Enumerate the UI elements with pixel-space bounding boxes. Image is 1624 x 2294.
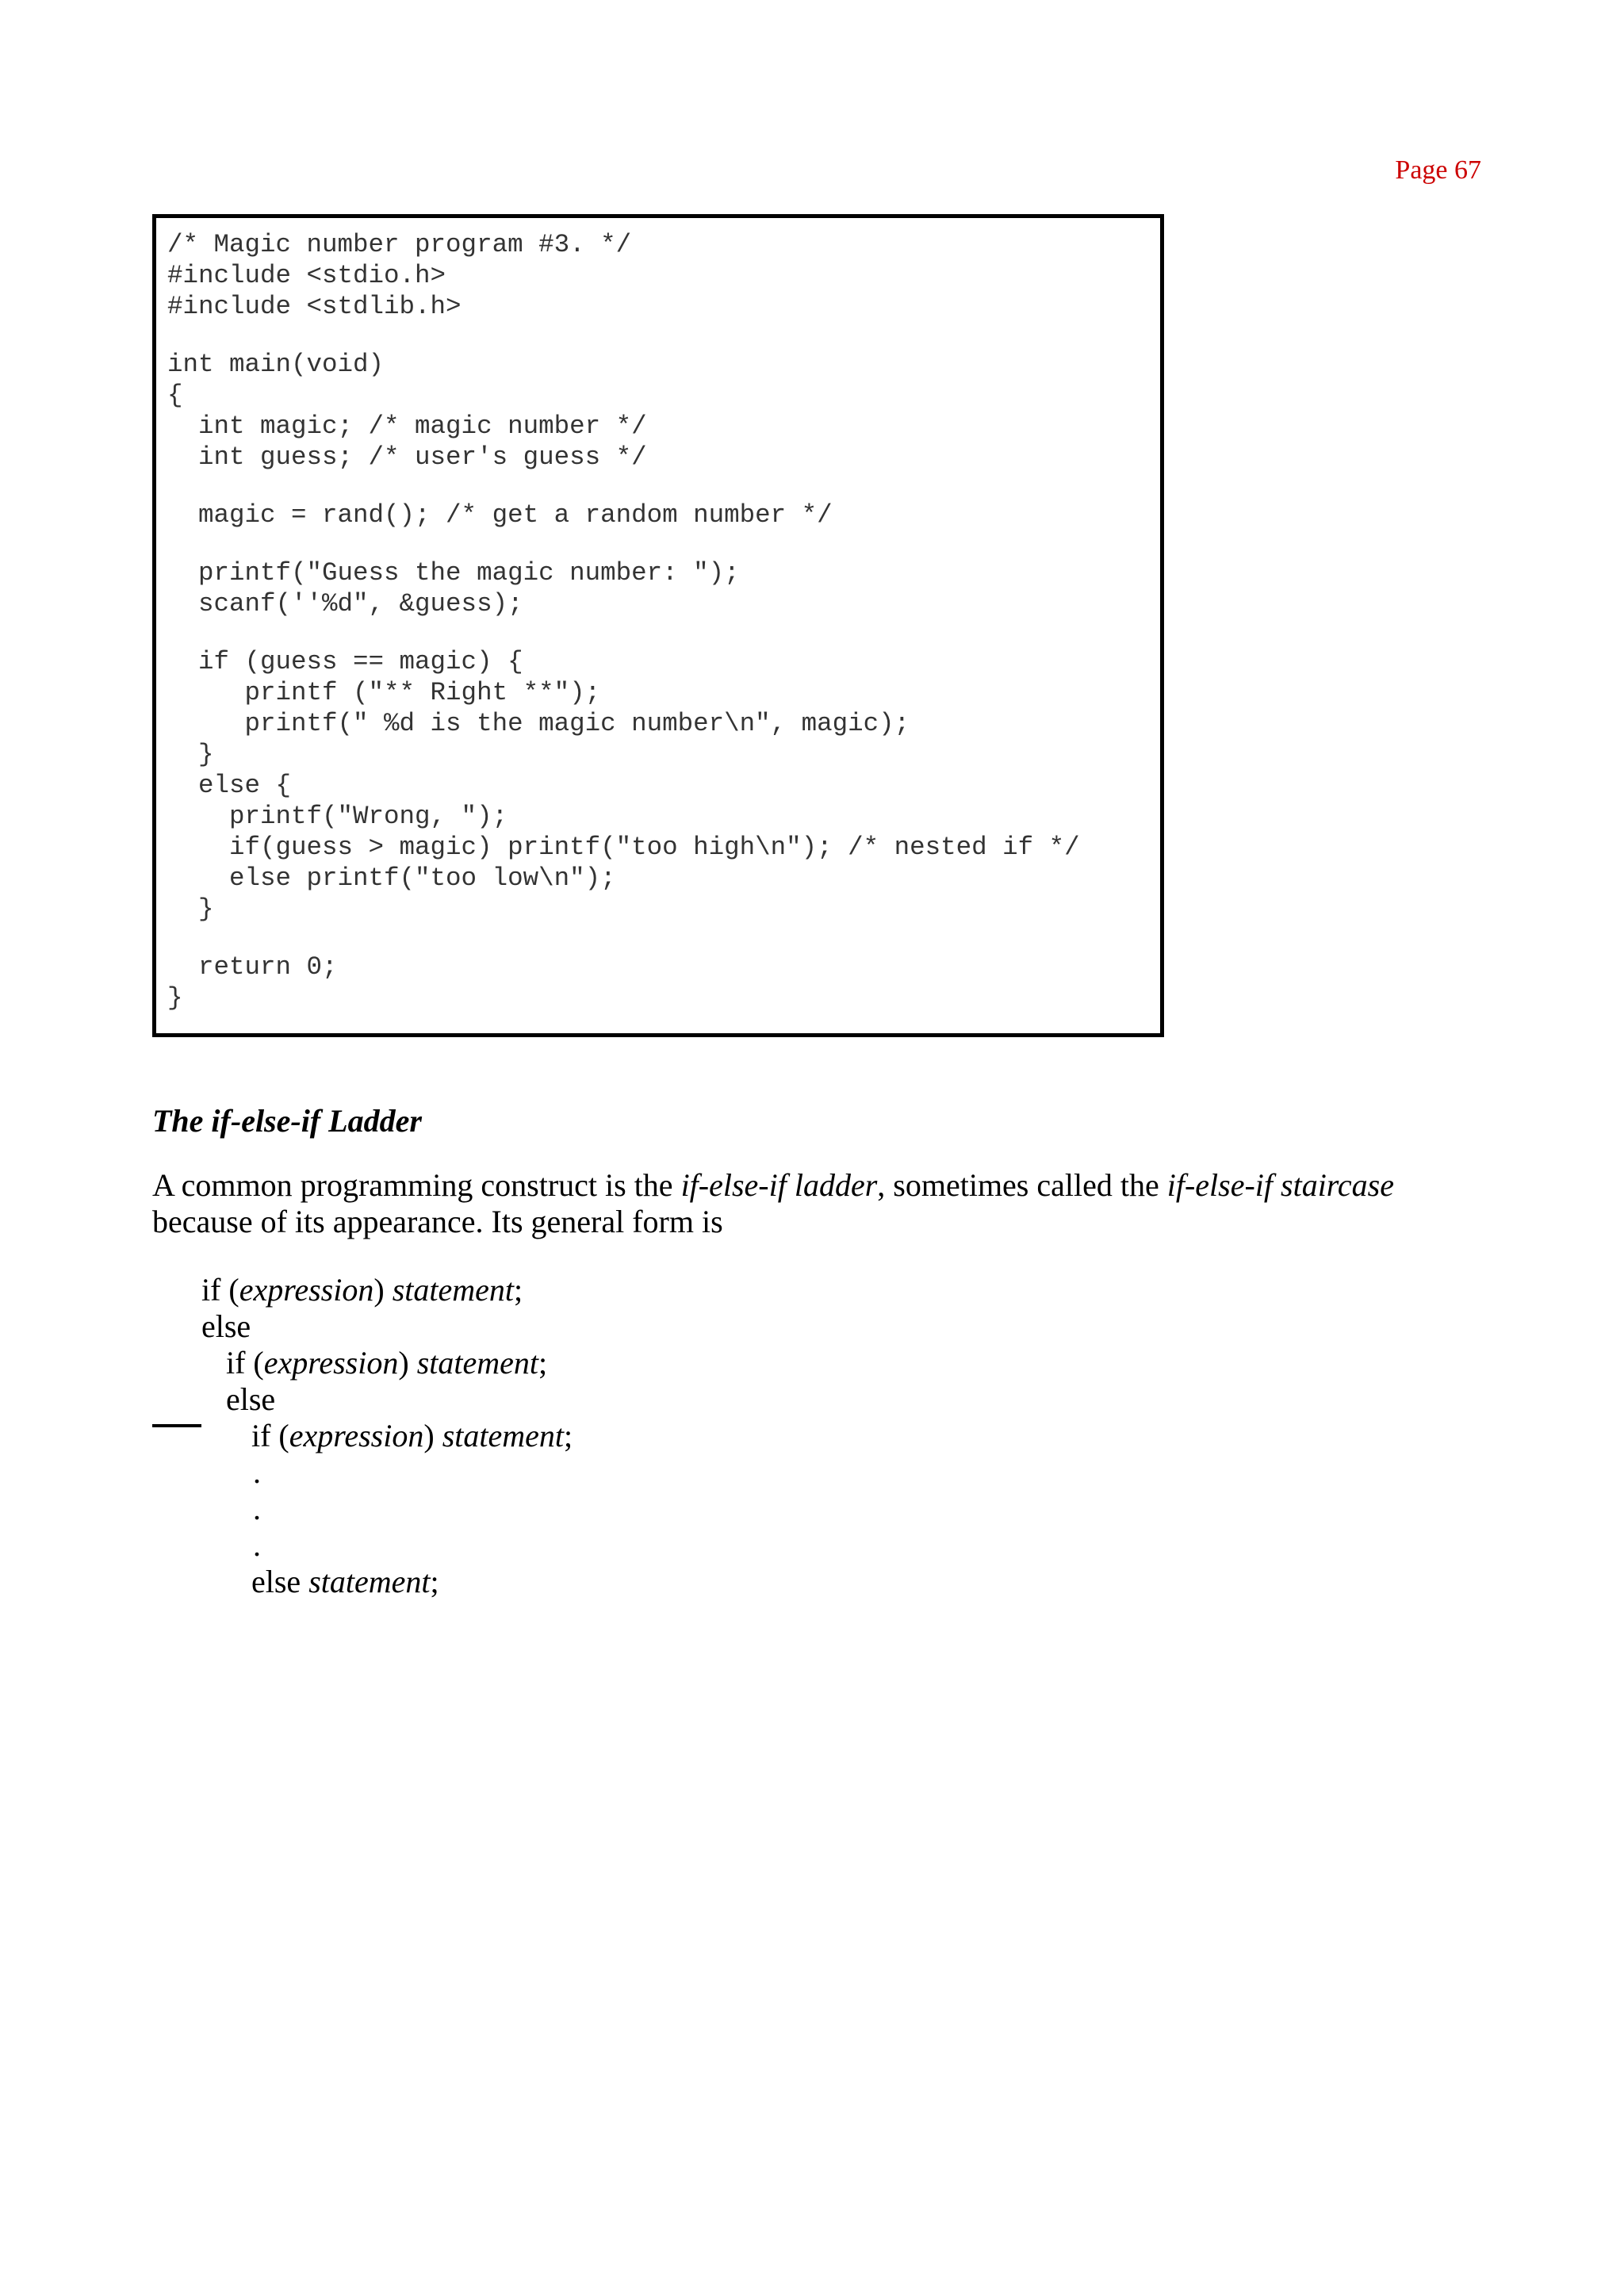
code-blank-line [167,530,1160,557]
if-keyword: if ( [226,1345,264,1381]
code-line: } [167,740,214,769]
code-line: printf(" %d is the magic number\n", magic); [167,709,910,738]
close-paren: ) [373,1272,393,1308]
semicolon: ; [564,1418,573,1453]
code-line: else printf("too low\n"); [167,864,616,893]
form-if-line [201,1272,523,1308]
code-line: scanf(''%d", &guess); [167,589,523,618]
form-ellipsis-dot [253,1454,261,1491]
term-if-else-if-staircase: if-else-if staircase [1166,1167,1394,1203]
form-if-line [226,1345,547,1381]
close-paren: ) [423,1418,442,1453]
statement-placeholder: statement [392,1272,514,1308]
paragraph-text: , sometimes called the [877,1167,1167,1203]
code-line: return 0; [167,952,338,982]
term-if-else-if-ladder: if-else-if ladder [680,1167,878,1203]
statement-placeholder: statement [308,1564,431,1599]
dot: . [253,1491,261,1526]
form-if-line [251,1418,573,1454]
statement-placeholder: statement [442,1418,564,1453]
code-line: printf("Guess the magic number: "); [167,558,740,588]
semicolon: ; [430,1564,439,1599]
code-line: /* Magic number program #3. */ [167,230,632,259]
form-else-line [226,1381,275,1418]
form-final-else-line [251,1564,439,1600]
code-line: magic = rand(); /* get a random number */ [167,500,833,530]
else-keyword: else [201,1308,251,1344]
code-listing [152,214,1164,1037]
code-line: int magic; /* magic number */ [167,412,647,441]
code-blank-line [167,322,1160,349]
code-line: else { [167,771,292,800]
form-ellipsis-dot [253,1491,261,1527]
code-line: printf("Wrong, "); [167,802,508,831]
code-blank-line [167,473,1160,500]
else-keyword: else [251,1564,309,1599]
code-line: #include <stdio.h> [167,261,446,290]
expression-placeholder: expression [263,1345,399,1381]
paragraph-text: because of its appearance. Its general form is [152,1204,723,1239]
if-keyword: if ( [251,1418,289,1453]
form-else-line [201,1308,251,1345]
code-line: if (guess == magic) { [167,647,523,676]
code-line: #include <stdlib.h> [167,292,462,321]
else-keyword: else [226,1381,276,1417]
dot: . [253,1527,261,1563]
code-blank-line [167,619,1160,646]
form-ellipsis-dot [253,1527,261,1564]
code-line: int guess; /* user's guess */ [167,442,647,472]
semicolon: ; [538,1345,548,1381]
semicolon: ; [514,1272,523,1308]
page-number: Page 67 [1395,155,1481,185]
expression-placeholder: expression [239,1272,374,1308]
code-line: } [167,983,183,1013]
code-line: { [167,381,183,410]
if-keyword: if ( [201,1272,239,1308]
section-heading: The if-else-if Ladder [152,1103,422,1139]
margin-rule [152,1424,201,1427]
close-paren: ) [398,1345,417,1381]
code-line: int main(void) [167,350,385,379]
code-line: if(guess > magic) printf("too high\n"); /* nested if */ [167,833,1080,862]
statement-placeholder: statement [416,1345,538,1381]
paragraph-text: A common programming construct is the [152,1167,681,1203]
code-line: } [167,894,214,924]
code-blank-line [167,925,1160,952]
body-paragraph [152,1167,1484,1240]
expression-placeholder: expression [289,1418,424,1453]
dot: . [253,1454,261,1490]
code-line: printf ("** Right **"); [167,678,601,707]
